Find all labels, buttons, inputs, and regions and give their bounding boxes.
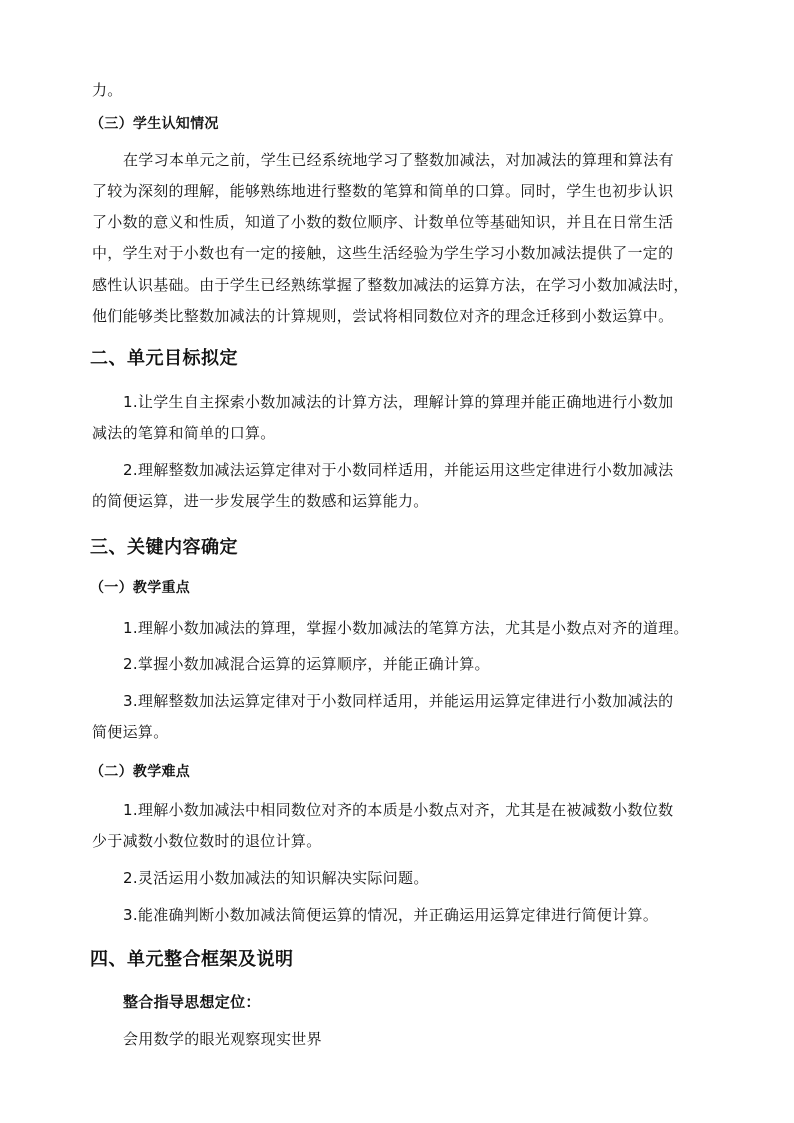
paragraph-line: 感性认识基础。由于学生已经熟练掌握了整数加减法的运算方法，在学习小数加减法时， bbox=[92, 276, 689, 294]
goal-line: 1.让学生自主探索小数加减法的计算方法，理解计算的算理并能正确地进行小数加 bbox=[123, 393, 674, 411]
difficult-point-line: 3.能准确判断小数加减法简便运算的情况，并正确运用运算定律进行简便计算。 bbox=[123, 906, 659, 924]
guide-text: 会用数学的眼光观察现实世界 bbox=[123, 1030, 322, 1048]
guide-title: 整合指导思想定位： bbox=[123, 993, 261, 1011]
paragraph-line: 他们能够类比整数加减法的计算规则，尝试将相同数位对齐的理念迁移到小数运算中。 bbox=[92, 307, 674, 325]
key-point-line: 1.理解小数加减法的算理，掌握小数加减法的笔算方法，尤其是小数点对齐的道理。 bbox=[123, 619, 689, 637]
subsection-title-key-points: （一）教学重点 bbox=[90, 580, 191, 596]
subsection-title-student-cognition: （三）学生认知情况 bbox=[90, 116, 219, 132]
goal-line: 减法的笔算和简单的口算。 bbox=[92, 424, 276, 442]
section-title-unit-goals: 二、单元目标拟定 bbox=[90, 348, 238, 369]
goal-line: 的简便运算，进一步发展学生的数感和运算能力。 bbox=[92, 492, 429, 510]
paragraph-line: 了较为深刻的理解，能够熟练地进行整数的笔算和简单的口算。同时，学生也初步认识 bbox=[92, 182, 674, 200]
section-title-integration-framework: 四、单元整合框架及说明 bbox=[90, 949, 294, 970]
continued-text: 力。 bbox=[92, 81, 123, 99]
section-title-key-content: 三、关键内容确定 bbox=[90, 537, 238, 558]
key-point-line: 简便运算。 bbox=[92, 723, 169, 741]
key-point-line: 3.理解整数加法运算定律对于小数同样适用，并能运用运算定律进行小数加减法的 bbox=[123, 692, 674, 710]
goal-line: 2.理解整数加减法运算定律对于小数同样适用，并能运用这些定律进行小数加减法 bbox=[123, 461, 674, 479]
paragraph-line: 在学习本单元之前，学生已经系统地学习了整数加减法，对加减法的算理和算法有 bbox=[123, 151, 674, 169]
difficult-point-line: 2.灵活运用小数加减法的知识解决实际问题。 bbox=[123, 869, 429, 887]
subsection-title-difficult-points: （二）教学难点 bbox=[90, 764, 191, 780]
difficult-point-line: 少于减数小数位数时的退位计算。 bbox=[92, 832, 322, 850]
key-point-line: 2.掌握小数加减混合运算的运算顺序，并能正确计算。 bbox=[123, 655, 490, 673]
difficult-point-line: 1.理解小数加减法中相同数位对齐的本质是小数点对齐，尤其是在被减数小数位数 bbox=[123, 801, 674, 819]
paragraph-line: 中，学生对于小数也有一定的接触，这些生活经验为学生学习小数加减法提供了一定的 bbox=[92, 244, 674, 262]
paragraph-line: 了小数的意义和性质，知道了小数的数位顺序、计数单位等基础知识，并且在日常生活 bbox=[92, 213, 674, 231]
